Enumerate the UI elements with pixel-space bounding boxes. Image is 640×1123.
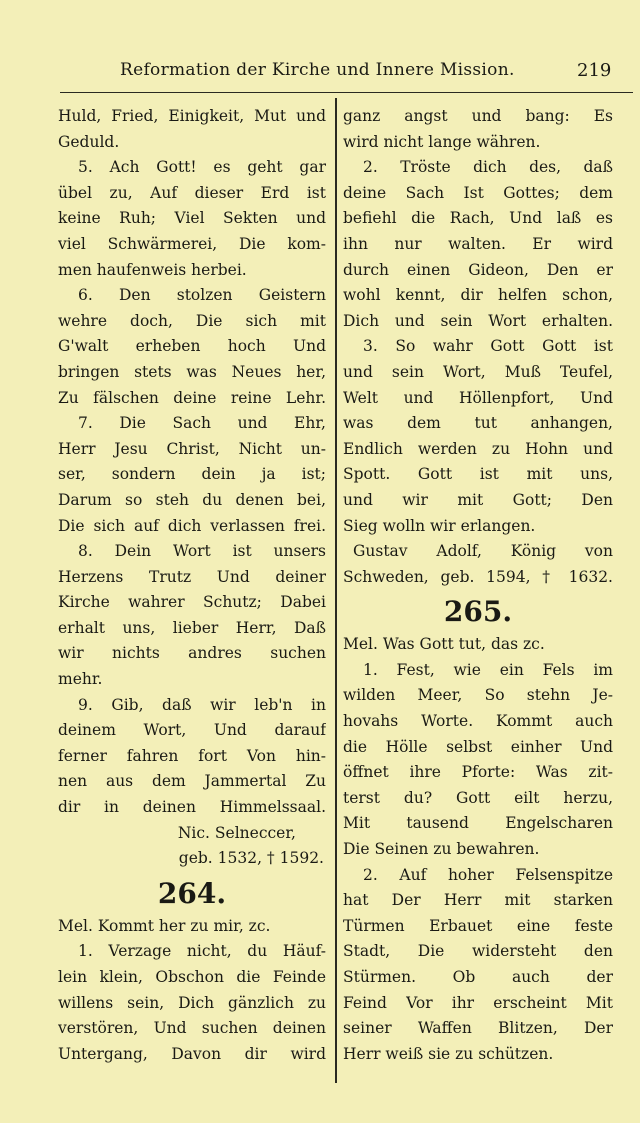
- verse-start: 5. Ach Gott! es geht gar: [78, 158, 326, 177]
- verse-start: 2. Auf hoher Felsenspitze: [363, 865, 613, 884]
- text-line: Mit tausend Engelscharen: [343, 814, 613, 833]
- text-line: Geduld.: [58, 132, 120, 151]
- text-line: Untergang, Davon dir wird: [58, 1044, 326, 1063]
- text-line: dir in deinen Himmelssaal.: [58, 798, 326, 817]
- text-line: lein klein, Obschon die Feinde: [58, 968, 326, 986]
- verse-start: 8. Dein Wort ist unsers: [78, 542, 326, 561]
- text-line: die Hölle selbst einher Und: [343, 737, 613, 756]
- text-line: men haufenweis herbei.: [58, 260, 247, 279]
- text-line: und sein Wort, Muß Teufel,: [343, 362, 613, 381]
- text-line: ganz angst und bang: Es: [343, 107, 613, 125]
- melody-line: Mel. Was Gott tut, das zc.: [343, 635, 545, 654]
- hymn-number: 264.: [157, 876, 227, 910]
- text-line: Welt und Höllenpfort, Und: [343, 388, 613, 407]
- text-line: Türmen Erbauet eine feste: [343, 916, 613, 935]
- text-line: verstören, Und suchen deinen: [58, 1019, 326, 1038]
- text-line: mehr.: [58, 670, 103, 689]
- author-credit: Gustav Adolf, König von: [353, 542, 613, 561]
- text-line: keine Ruh; Viel Sekten und: [58, 209, 326, 228]
- running-title: Reformation der Kirche und Innere Mission.: [120, 60, 515, 80]
- text-line: terst du? Gott eilt herzu,: [343, 788, 613, 807]
- verse-start: 3. So wahr Gott Gott ist: [363, 337, 613, 356]
- text-line: bringen stets was Neues her,: [58, 362, 326, 381]
- text-line: öffnet ihre Pforte: Was zit-: [343, 763, 613, 782]
- hymn-number: 265.: [443, 595, 513, 629]
- column-divider: [335, 98, 337, 1083]
- text-line: Spott. Gott ist mit uns,: [343, 465, 613, 484]
- text-line: Darum so steh du denen bei,: [58, 490, 326, 509]
- text-line: Zu fälschen deine reine Lehr.: [58, 388, 326, 407]
- text-line: Sieg wolln wir erlangen.: [343, 516, 536, 535]
- verse-start: 7. Die Sach und Ehr,: [78, 414, 326, 433]
- author-dates: geb. 1532, † 1592.: [178, 849, 324, 868]
- text-line: Die Seinen zu bewahren.: [343, 840, 540, 859]
- text-line: ser, sondern dein ja ist;: [58, 465, 326, 484]
- melody-line: Mel. Kommt her zu mir, zc.: [58, 916, 271, 935]
- text-line: G'walt erheben hoch Und: [58, 337, 326, 356]
- text-line: Stürmen. Ob auch der: [343, 968, 613, 986]
- text-line: hovahs Worte. Kommt auch: [343, 712, 613, 731]
- text-line: was dem tut anhangen,: [343, 414, 613, 433]
- text-line: seiner Waffen Blitzen, Der: [343, 1019, 613, 1038]
- text-line: wir nichts andres suchen: [58, 644, 326, 663]
- author-dates: Schweden, geb. 1594, † 1632.: [343, 567, 613, 586]
- text-line: Herzens Trutz Und deiner: [58, 567, 326, 586]
- page-header: [0, 58, 640, 88]
- text-line: hat Der Herr mit starken: [343, 891, 613, 910]
- text-line: übel zu, Auf dieser Erd ist: [58, 183, 326, 202]
- right-column: [343, 104, 613, 1067]
- text-line: Kirche wahrer Schutz; Dabei: [58, 593, 326, 612]
- verse-start: 2. Tröste dich des, daß: [363, 158, 613, 177]
- text-line: wilden Meer, So stehn Je-: [343, 686, 613, 705]
- header-rule: [60, 92, 633, 93]
- verse-start: 6. Den stolzen Geistern: [78, 286, 326, 305]
- page-number: 219: [577, 60, 612, 81]
- text-line: Huld, Fried, Einigkeit, Mut und: [58, 107, 326, 125]
- text-line: Endlich werden zu Hohn und: [343, 439, 613, 458]
- text-line: ihn nur walten. Er wird: [343, 234, 613, 253]
- verse-start: 1. Fest, wie ein Fels im: [363, 660, 613, 679]
- text-line: deinem Wort, Und darauf: [58, 721, 326, 740]
- text-line: Dich und sein Wort erhalten.: [343, 311, 613, 330]
- text-line: befiehl die Rach, Und laß es: [343, 209, 613, 228]
- text-line: ferner fahren fort Von hin-: [58, 746, 326, 765]
- text-line: Herr Jesu Christ, Nicht un-: [58, 439, 326, 458]
- text-line: und wir mit Gott; Den: [343, 490, 613, 509]
- author-credit: Nic. Selneccer,: [177, 823, 296, 842]
- text-line: Die sich auf dich verlassen frei.: [58, 516, 326, 535]
- text-line: Herr weiß sie zu schützen.: [343, 1044, 554, 1063]
- text-line: wohl kennt, dir helfen schon,: [343, 286, 613, 305]
- text-line: erhalt uns, lieber Herr, Daß: [58, 618, 326, 637]
- verse-start: 9. Gib, daß wir leb'n in: [78, 695, 326, 714]
- text-line: viel Schwärmerei, Die kom-: [58, 234, 326, 253]
- text-line: willens sein, Dich gänzlich zu: [58, 993, 326, 1012]
- text-line: Stadt, Die widersteht den: [343, 942, 613, 961]
- text-line: wird nicht lange währen.: [343, 132, 541, 151]
- text-line: nen aus dem Jammertal Zu: [58, 772, 326, 791]
- text-line: wehre doch, Die sich mit: [58, 311, 326, 330]
- text-line: Feind Vor ihr erscheint Mit: [343, 993, 613, 1012]
- verse-start: 1. Verzage nicht, du Häuf-: [78, 942, 326, 961]
- left-column: [58, 104, 326, 1067]
- text-line: durch einen Gideon, Den er: [343, 260, 613, 279]
- text-line: deine Sach Ist Gottes; dem: [343, 183, 613, 202]
